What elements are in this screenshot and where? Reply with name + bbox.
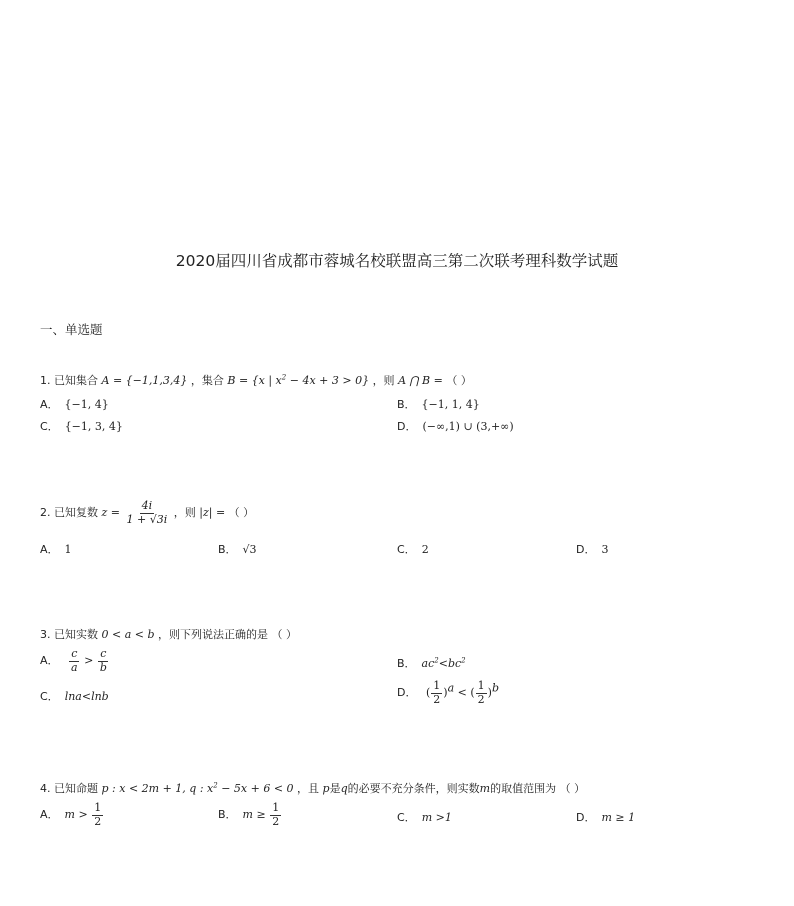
intersection-expr: A ⋂ B =	[398, 374, 443, 387]
question-number: 4.	[40, 782, 51, 795]
option-value: {−1, 4}	[64, 398, 109, 411]
answer-paren: （ ）	[271, 628, 298, 641]
option-c[interactable]: C． lna<lnb	[40, 690, 109, 703]
answer-paren: （ ）	[446, 374, 472, 387]
question-text: ，则下列说法正确的是	[158, 628, 269, 641]
question-number: 2.	[40, 506, 51, 520]
option-d[interactable]	[397, 418, 514, 434]
option-b[interactable]: B． √3	[218, 543, 257, 556]
option-a[interactable]: A． m > $\frac{1}{2}$	[40, 801, 102, 828]
page-title: 2020届四川省成都市蓉城名校联盟高三第二次联考理科数学试题	[175, 252, 619, 270]
option-d[interactable]: D． ( $\frac{1}{2}$ )$^a$ < ( $\frac{1}{2}$ )$^b$	[397, 679, 499, 706]
question-1	[40, 372, 472, 388]
propositions: p : x < 2m + 1, q : $x^2 - 5x + 6 < 0$	[101, 781, 294, 795]
question-text: ，集合	[190, 374, 224, 387]
question-text: ，则	[173, 506, 196, 520]
option-b[interactable]: B． $ac^2<bc^2$	[397, 656, 466, 670]
question-text: 已知命题	[54, 782, 98, 795]
option-d[interactable]: D． 3	[576, 543, 609, 556]
question-4: 4. 已知命题 p : x < 2m + 1, q : $x^2 - 5x + 6 < 0$ ，且 p是q的必要不充分条件，则实数m的取值范围为 （ ）	[40, 781, 586, 795]
option-c[interactable]: C． 2	[397, 543, 429, 556]
option-value: (−∞,1) ∪ (3,+∞)	[422, 420, 514, 433]
option-c[interactable]	[40, 418, 123, 434]
option-label: C．	[40, 420, 59, 433]
option-b[interactable]	[397, 396, 480, 412]
section-heading: 一、单选题	[40, 322, 103, 337]
option-d[interactable]: D． m ≥ 1	[576, 811, 636, 824]
question-text: 已知复数	[54, 506, 98, 520]
condition: 0 < a < b	[101, 628, 155, 641]
answer-paren: （ ）	[228, 506, 255, 520]
option-b[interactable]: B． m ≥ $\frac{1}{2}$	[218, 801, 280, 828]
option-c[interactable]: C． m >1	[397, 811, 452, 824]
option-value: {−1, 1, 4}	[421, 398, 480, 411]
fraction: $\frac{4i}{1 + √3i}$	[126, 499, 168, 526]
question-number: 1.	[40, 374, 51, 387]
set-b: B = {x | $x^2 - 4x + 3 > 0$}	[227, 373, 370, 387]
modulus-expr: |z| =	[199, 506, 226, 520]
question-text: ，则	[372, 374, 395, 387]
question-number: 3.	[40, 628, 51, 641]
answer-paren: （ ）	[559, 782, 586, 795]
option-label: A．	[40, 398, 59, 411]
option-label: B．	[397, 398, 416, 411]
question-2	[40, 500, 254, 526]
question-text: 已知集合	[54, 374, 98, 387]
lhs: z =	[101, 506, 121, 520]
set-a: A = {−1,1,3,4}	[101, 374, 188, 387]
option-a[interactable]: A． 1	[40, 543, 72, 556]
option-value: {−1, 3, 4}	[64, 420, 123, 433]
option-a[interactable]	[40, 396, 109, 412]
question-text: 已知实数	[54, 628, 98, 641]
question-3	[40, 626, 297, 642]
question-text: ，且	[297, 782, 320, 795]
option-label: D．	[397, 420, 417, 433]
option-a[interactable]: A． $\frac{c}{a}$ > $\frac{c}{b}$	[40, 647, 107, 674]
